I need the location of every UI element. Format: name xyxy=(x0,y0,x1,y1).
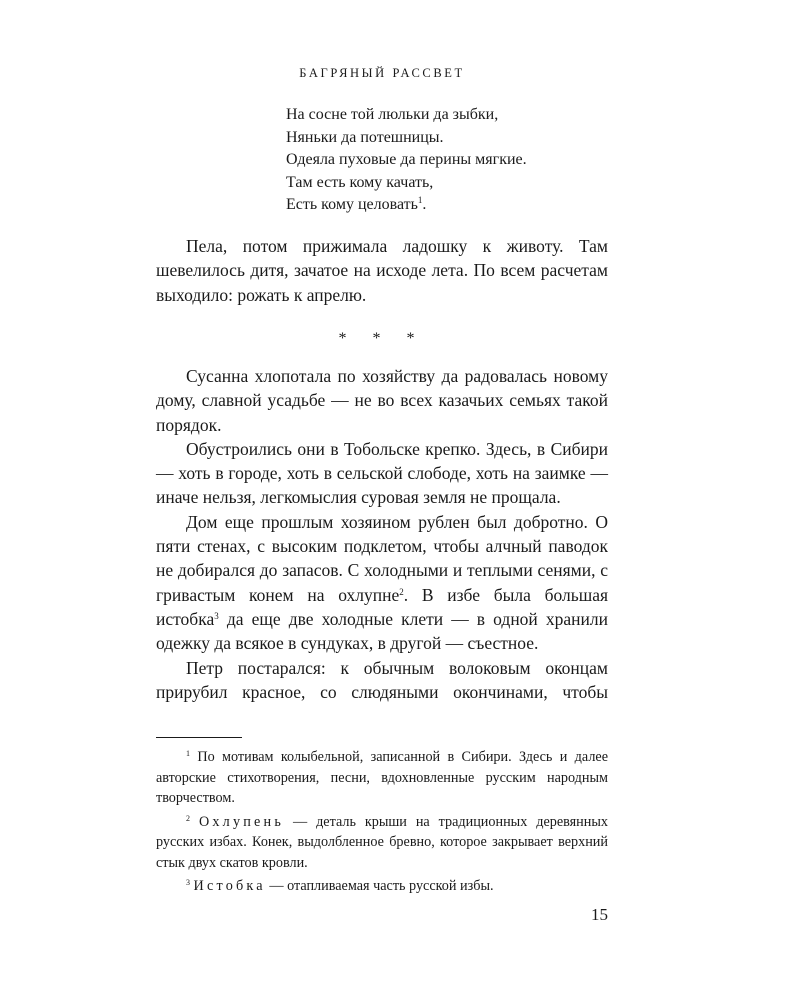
paragraph-block-2 xyxy=(156,364,608,704)
footnote-term: Истобка xyxy=(193,878,266,894)
footnote xyxy=(156,812,608,874)
section-separator: * * * xyxy=(338,330,426,347)
footnote-ref: 3 xyxy=(214,610,219,621)
footnote-text: По мотивам колыбельной, записанной в Сибири. Здесь и далее авторские стихотворения, песни, вдохновленные русским народным творчеством. xyxy=(156,749,608,806)
paragraph-block-1 xyxy=(156,234,608,307)
footnote-divider xyxy=(156,737,242,738)
paragraph: Обустроились они в Тобольске крепко. Здесь, в Сибири — хоть в городе, хоть в сельской слободе, хоть на заимке — иначе нельзя, легкомыслия суровая земля не прощала. xyxy=(156,438,608,508)
footnote-term: Охлупень xyxy=(198,813,285,830)
paragraph-text: Дом еще прошлым хозяином рублен был добротно. О пяти стенах, с высоким подклетом, чтобы алчный паводок не добирался до запасов. С холодными и теплыми сенями, с гривастым конем на охлупне xyxy=(156,511,608,605)
paragraph-text: . В избе была большая истобка xyxy=(156,584,609,629)
verse-line-text: Есть кому целовать xyxy=(286,196,418,214)
verse-line: Там есть кому качать, xyxy=(286,173,434,191)
footnotes xyxy=(156,747,608,900)
footnote-ref: 2 xyxy=(399,586,404,597)
paragraph: Петр постарался: к обычным волоковым оконцам прирубил красное, со слюдяными окончинами, чтобы xyxy=(156,657,608,702)
running-head: БАГРЯНЫЙ РАССВЕТ xyxy=(299,66,465,80)
footnote-mark: 1 xyxy=(186,749,190,758)
verse-line: На сосне той люльки да зыбки, xyxy=(286,106,499,123)
page-number: 15 xyxy=(591,905,608,924)
book-page xyxy=(156,0,608,1000)
paragraph: Пела, потом прижимала ладошку к животу. Там шевелилось дитя, зачатое на исходе лета. По всем расчетам выходило: рожать к апрелю. xyxy=(156,236,608,305)
footnote-mark: 3 xyxy=(186,878,190,887)
footnote-mark: 2 xyxy=(186,813,190,823)
footnote xyxy=(156,747,608,809)
paragraph: Сусанна хлопотала по хозяйству да радовалась новому дому, славной усадьбе — не во всех казачьих семьях такой порядок. xyxy=(156,366,608,435)
footnote-text: — деталь крыши на традиционных деревянных русских избах. Конек, выдолбленное бревно, которое закрывает верхний стык двух скатов кровли. xyxy=(156,813,608,871)
verse-block xyxy=(286,104,527,217)
footnote-ref: 1 xyxy=(417,195,423,206)
verse-line: Одеяла пуховые да перины мягкие. xyxy=(286,151,527,169)
footnote xyxy=(156,876,608,897)
footnote-text: — отапливаемая часть русской избы. xyxy=(265,878,494,894)
paragraph-text: да еще две холодные клети — в одной хранили одежку да всякое в сундуках, в другой — съестное. xyxy=(156,608,608,654)
verse-line: Няньки да потешницы. xyxy=(286,128,444,146)
paragraph xyxy=(156,510,608,656)
verse-line-last: Есть кому целовать$^1$. xyxy=(286,195,427,214)
